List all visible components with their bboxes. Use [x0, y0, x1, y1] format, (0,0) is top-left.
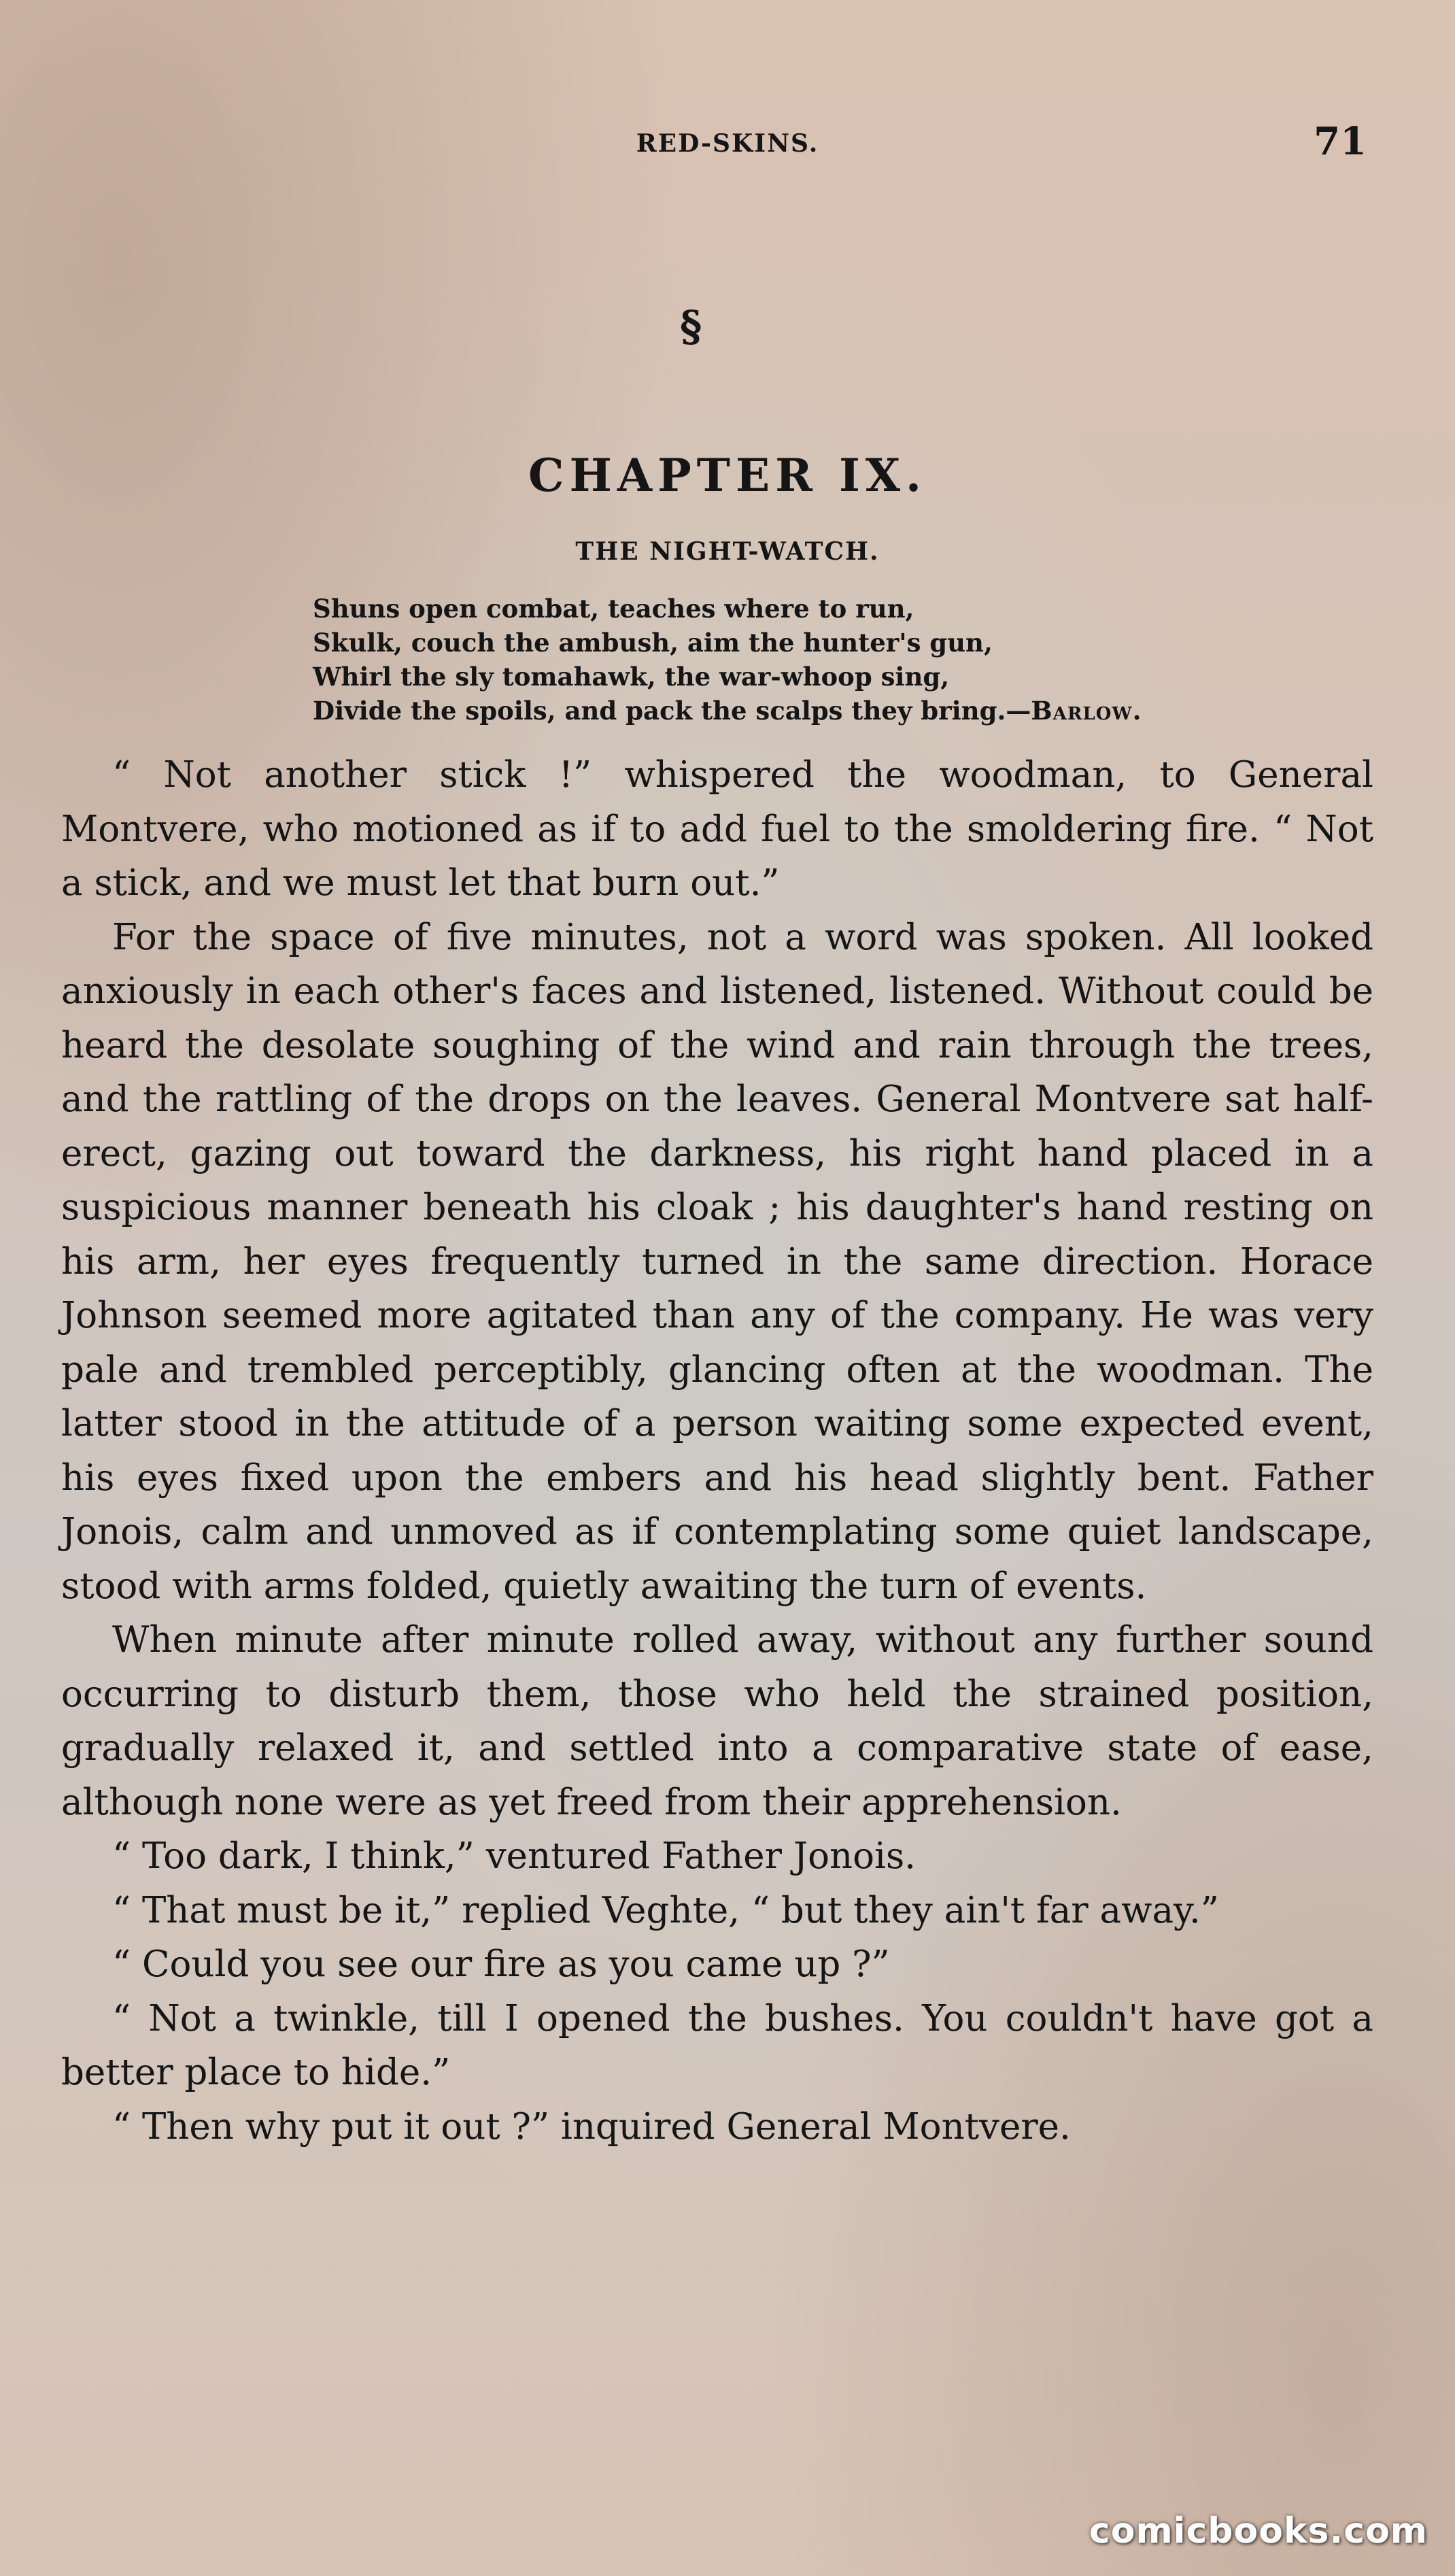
paragraph: “ Not a twinkle, till I opened the bushes. You couldn't have got a better place to hide.”	[61, 1997, 1373, 2093]
epigraph-line: Skulk, couch the ambush, aim the hunter's gun,	[313, 628, 993, 658]
paragraph: “ Then why put it out ?” inquired General Montvere.	[112, 2105, 1071, 2148]
paragraph: “ Too dark, I think,” ventured Father Jonois.	[112, 1835, 917, 1877]
watermark: comicbooks.com	[1089, 2511, 1428, 2552]
page-number: 71	[1314, 119, 1367, 164]
paragraph: For the space of five minutes, not a word was spoken. All looked anxiously in each other's faces and listened, listened. Without could be heard the desolate soughing of the wind and rain through the trees, and the rattling of the drops on the leaves. General Montvere sat half-erect, gazing out toward the darkness, his right hand placed in a suspicious manner beneath his cloak ; his daughter's hand resting on his arm, her eyes frequently turned in the same direction. Horace Johnson seemed more agitated than any of the company. He was very pale and trembled perceptibly, glancing often at the woodman. The latter stood in the attitude of a person waiting some expected event, his eyes fixed upon the embers and his head slightly bent. Father Jonois, calm and unmoved as if contemplating some quiet landscape, stood with arms folded, quietly awaiting the turn of events.	[61, 916, 1373, 1607]
epigraph-line-last	[313, 694, 1367, 728]
ornament-icon: §	[680, 301, 702, 351]
body-text	[61, 748, 1373, 2154]
epigraph-line-text: Divide the spoils, and pack the scalps they bring.—	[313, 696, 1031, 726]
paragraph: When minute after minute rolled away, without any further sound occurring to disturb them, those who held the strained position, gradually relaxed it, and settled into a comparative state of ease, although none were as yet freed from their apprehension.	[61, 1619, 1373, 1823]
epigraph-attribution: Barlow.	[1031, 696, 1142, 726]
paragraph: “ Could you see our fire as you came up ?”	[112, 1944, 890, 1985]
paragraph: “ Not another stick !” whispered the woodman, to General Montvere, who motioned as if to add fuel to the smoldering fire. “ Not a stick, and we must let that burn out.”	[61, 754, 1373, 904]
chapter-title: CHAPTER IX.	[528, 449, 927, 502]
epigraph-line: Shuns open combat, teaches where to run,	[313, 594, 914, 624]
epigraph	[313, 592, 1367, 728]
epigraph-line: Whirl the sly tomahawk, the war-whoop sing,	[313, 662, 950, 692]
running-head: RED-SKINS.	[636, 129, 819, 158]
paragraph: “ That must be it,” replied Veghte, “ but they ain't far away.”	[112, 1889, 1219, 1931]
chapter-subtitle: THE NIGHT-WATCH.	[575, 537, 880, 566]
